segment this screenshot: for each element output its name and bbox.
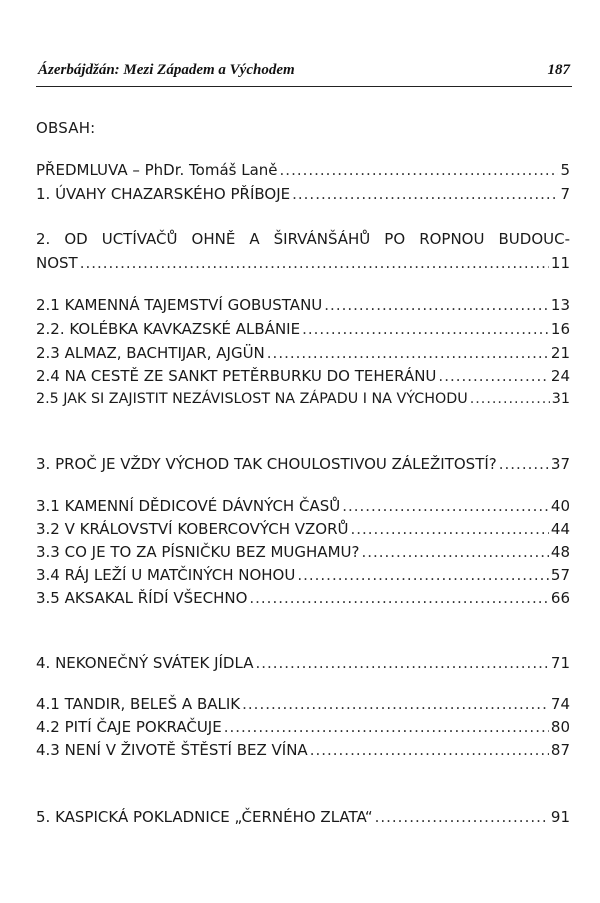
toc-entry-title: 1. ÚVAHY CHAZARSKÉHO PŘÍBOJE bbox=[36, 185, 291, 203]
toc-entry-page: 74 bbox=[550, 695, 570, 713]
toc-entry-4-1 bbox=[36, 695, 570, 713]
toc-entry-chapter-1 bbox=[36, 185, 570, 203]
leader-dots bbox=[297, 566, 549, 584]
toc-entry-page: 80 bbox=[550, 718, 570, 736]
toc-entry-3-4 bbox=[36, 566, 570, 584]
leader-dots bbox=[224, 718, 549, 736]
toc-entry-preface bbox=[36, 161, 570, 179]
toc-entry-page: 71 bbox=[550, 654, 570, 672]
leader-dots bbox=[310, 741, 549, 759]
toc-entry-2-3 bbox=[36, 344, 570, 362]
toc-entry-page: 21 bbox=[550, 344, 570, 362]
toc-entry-title: 4.1 TANDIR, BELEŠ A BALIK bbox=[36, 695, 241, 713]
toc-entry-title: 3.3 CO JE TO ZA PÍSNIČKU BEZ MUGHAMU? bbox=[36, 543, 360, 561]
toc-entry-page: 13 bbox=[550, 296, 570, 314]
leader-dots bbox=[80, 254, 549, 272]
toc-entry-page: 24 bbox=[550, 367, 570, 385]
toc-entry-page: 91 bbox=[550, 808, 570, 826]
toc-entry-title: 2.1 KAMENNÁ TAJEMSTVÍ GOBUSTANU bbox=[36, 296, 323, 314]
leader-dots bbox=[470, 390, 550, 408]
toc-entry-title: 2.4 NA CESTĚ ZE SANKT PETĚRBURKU DO TEHERÁNU bbox=[36, 367, 437, 385]
leader-dots bbox=[375, 808, 549, 826]
toc-entry-title: 2.5 JAK SI ZAJISTIT NEZÁVISLOST NA ZÁPADU I NA VÝCHODU bbox=[36, 391, 468, 407]
toc-entry-page: 87 bbox=[550, 741, 570, 759]
toc-entry-4-3 bbox=[36, 741, 570, 759]
toc-entry-title: 3.2 V KRÁLOVSTVÍ KOBERCOVÝCH VZORŮ bbox=[36, 520, 349, 538]
leader-dots bbox=[438, 367, 548, 385]
toc-entry-page: 48 bbox=[550, 543, 570, 561]
toc-entry-3-3 bbox=[36, 543, 570, 561]
toc-entry-page: 37 bbox=[550, 455, 570, 473]
toc-entry-page: 66 bbox=[550, 589, 570, 607]
toc-entry-chapter-5 bbox=[36, 808, 570, 826]
toc-entry-title: 4.2 PITÍ ČAJE POKRAČUJE bbox=[36, 718, 222, 736]
toc-entry-page: 31 bbox=[551, 391, 570, 407]
toc-entry-page: 57 bbox=[550, 566, 570, 584]
running-header bbox=[38, 62, 570, 79]
toc-entry-page: 16 bbox=[550, 320, 570, 338]
toc-heading: OBSAH: bbox=[36, 119, 96, 137]
toc-entry-title: 3. PROČ JE VŽDY VÝCHOD TAK CHOULOSTIVOU ZÁLEŽITOSTÍ? bbox=[36, 455, 497, 473]
toc-entry-page: 40 bbox=[550, 497, 570, 515]
toc-entry-page: 5 bbox=[560, 161, 570, 179]
leader-dots bbox=[267, 344, 549, 362]
toc-entry-3-1 bbox=[36, 497, 570, 515]
leader-dots bbox=[324, 296, 549, 314]
toc-entry-3-5 bbox=[36, 589, 570, 607]
toc-entry-2-5 bbox=[36, 390, 570, 408]
toc-entry-title: 3.4 RÁJ LEŽÍ U MATČINÝCH NOHOU bbox=[36, 566, 296, 584]
leader-dots bbox=[249, 589, 549, 607]
leader-dots bbox=[342, 497, 549, 515]
leader-dots bbox=[350, 520, 548, 538]
toc-entry-3-2 bbox=[36, 520, 570, 538]
leader-dots bbox=[242, 695, 549, 713]
leader-dots bbox=[255, 654, 548, 672]
leader-dots bbox=[292, 185, 558, 203]
leader-dots bbox=[280, 161, 559, 179]
toc-entry-chapter-2-line1: 2. OD UCTÍVAČŮ OHNĚ A ŠIRVÁNŠÁHŮ PO ROPNOU BUDOUC- bbox=[36, 230, 570, 248]
toc-entry-chapter-2 bbox=[36, 254, 570, 272]
toc-entry-title: 5. KASPICKÁ POKLADNICE „ČERNÉHO ZLATA“ bbox=[36, 808, 373, 826]
toc-entry-page: 11 bbox=[550, 254, 570, 272]
toc-entry-title: 2.3 ALMAZ, BACHTIJAR, AJGÜN bbox=[36, 344, 265, 362]
toc-entry-chapter-4 bbox=[36, 654, 570, 672]
toc-entry-4-2 bbox=[36, 718, 570, 736]
running-title: Ázerbájdžán: Mezi Západem a Východem bbox=[38, 62, 295, 78]
page-number: 187 bbox=[547, 62, 570, 78]
toc-entry-title: 4.3 NENÍ V ŽIVOTĚ ŠTĚSTÍ BEZ VÍNA bbox=[36, 741, 308, 759]
toc-entry-2-2 bbox=[36, 320, 570, 338]
toc-entry-title: 4. NEKONEČNÝ SVÁTEK JÍDLA bbox=[36, 654, 254, 672]
toc-entry-title: 3.1 KAMENNÍ DĚDICOVÉ DÁVNÝCH ČASŮ bbox=[36, 497, 341, 515]
toc-entry-2-1 bbox=[36, 296, 570, 314]
leader-dots bbox=[361, 543, 548, 561]
toc-entry-title: PŘEDMLUVA – PhDr. Tomáš Laně bbox=[36, 161, 278, 179]
toc-entry-chapter-3 bbox=[36, 455, 570, 473]
toc-entry-2-4 bbox=[36, 367, 570, 385]
header-rule bbox=[36, 86, 572, 87]
leader-dots bbox=[499, 455, 549, 473]
toc-entry-title: NOST bbox=[36, 254, 78, 272]
toc-entry-page: 44 bbox=[550, 520, 570, 538]
toc-entry-title: 2.2. KOLÉBKA KAVKAZSKÉ ALBÁNIE bbox=[36, 320, 301, 338]
toc-entry-page: 7 bbox=[560, 185, 570, 203]
toc-entry-title: 3.5 AKSAKAL ŘÍDÍ VŠECHNO bbox=[36, 589, 248, 607]
leader-dots bbox=[302, 320, 549, 338]
